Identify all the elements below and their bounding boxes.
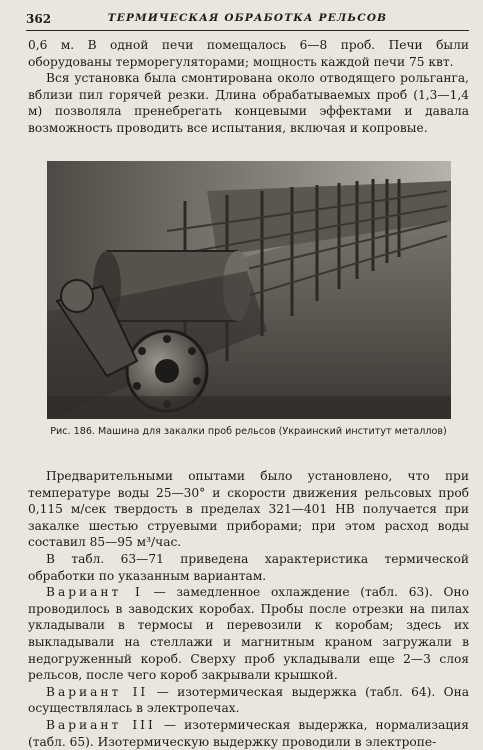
variant-label: Вариант I [46, 585, 143, 600]
paragraph [28, 584, 469, 684]
page-number: 362 [26, 12, 52, 26]
paragraph [28, 551, 469, 584]
paragraph [28, 468, 469, 551]
paragraph-text: — изотермическая выдержка, нормализация (табл. 65). Изотермическую выдержку проводили в электропе- [28, 717, 469, 749]
variant-label: Вариант II [46, 684, 149, 699]
paragraph: 0,6 м. В одной печи помещалось 6—8 проб. Печи были оборудованы терморегуляторами; мощность каждой печи 75 квт. [28, 38, 469, 69]
paragraph [28, 717, 469, 750]
variant-label: Вариант III [46, 717, 156, 732]
paragraph-text: Предварительными опытами было установлено, что при температуре воды 25—30° и скорости движения рельсовых проб 0,115 м/сек твердость в пределах 321—401 HB получается при закалке шестью струевыми приборами; при этом расход воды составил 85—95 м³/час. [28, 469, 469, 550]
paragraph: Вся установка была смонтирована около отводящего рольганга, вблизи пил горячей резки. Длина обрабатываемых проб (1,3—1,4 м) позволяла пренебрегать концевыми эффектами и давала возможность проводить все испытания, включая и копровые. [28, 71, 469, 135]
paragraph-text: — замедленное охлаждение (табл. 63). Оно проводилось в заводских коробах. Пробы после отрезки на пилах укладывали в термосы и перевозили к коробам; здесь их выкладывали на стеллажи и магнитным краном загружали в недогруженный короб. Сверху проб укладывали еще 2—3 слоя рельсов, после чего короб закрывали крышкой. [28, 585, 469, 683]
paragraph-text: В табл. 63—71 приведена характеристика термической обработки по указанным вариантам. [28, 551, 469, 583]
text-block-top [28, 37, 469, 137]
figure-photo [47, 161, 451, 419]
paragraph-text: — изотермическая выдержка (табл. 64). Она осуществлялась в электропечах. [28, 684, 469, 716]
text-block-bottom [28, 468, 469, 750]
paragraph [28, 684, 469, 717]
running-title: ТЕРМИЧЕСКАЯ ОБРАБОТКА РЕЛЬСОВ [107, 12, 388, 24]
header-rule [26, 30, 469, 31]
page-header [26, 12, 469, 28]
figure-caption: Рис. 186. Машина для закалки проб рельсов (Украинский институт металлов) [50, 426, 447, 437]
machine-photo-illustration [47, 161, 451, 419]
